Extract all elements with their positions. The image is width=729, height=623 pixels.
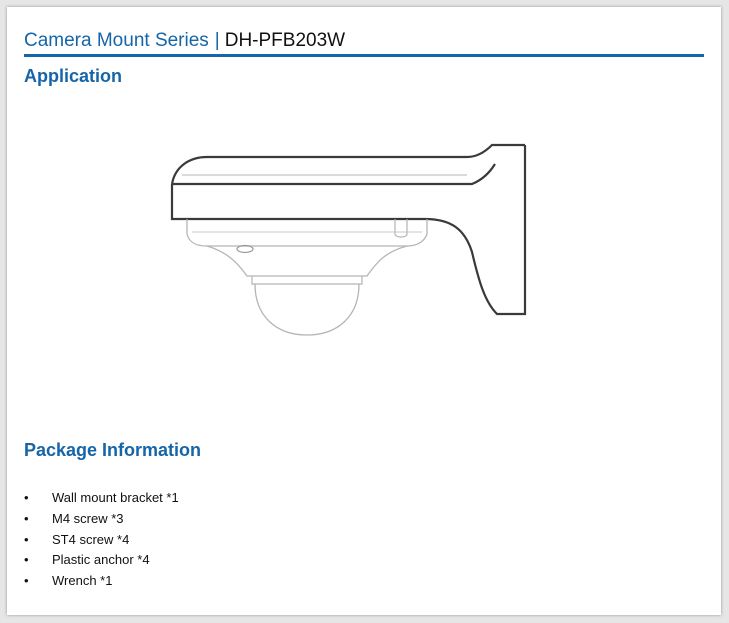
list-item (24, 509, 179, 530)
bullet-icon (24, 509, 52, 530)
bullet-icon (24, 530, 52, 551)
list-item-label: M4 screw *3 (52, 510, 124, 526)
wall-mount-camera-illustration (167, 142, 527, 342)
list-item (24, 488, 179, 509)
list-item (24, 571, 179, 592)
list-item-label: ST4 screw *4 (52, 531, 130, 547)
list-item-label: Wall mount bracket *1 (52, 490, 179, 505)
list-item-label: Plastic anchor *4 (52, 552, 150, 568)
package-information-heading: Package Information (24, 440, 202, 460)
model-number: DH-PFB203W (224, 30, 346, 51)
header-divider (24, 54, 704, 57)
series-title: Camera Mount Series (24, 30, 209, 51)
application-heading: Application (24, 66, 122, 86)
bullet-icon (24, 488, 52, 509)
bullet-icon (24, 550, 52, 571)
bullet-icon (24, 571, 52, 592)
list-item (24, 550, 179, 571)
title-separator: | (214, 30, 220, 51)
document-page (7, 7, 721, 615)
list-item-label: Wrench *1 (52, 573, 113, 589)
list-item (24, 530, 179, 551)
package-list (24, 488, 179, 592)
